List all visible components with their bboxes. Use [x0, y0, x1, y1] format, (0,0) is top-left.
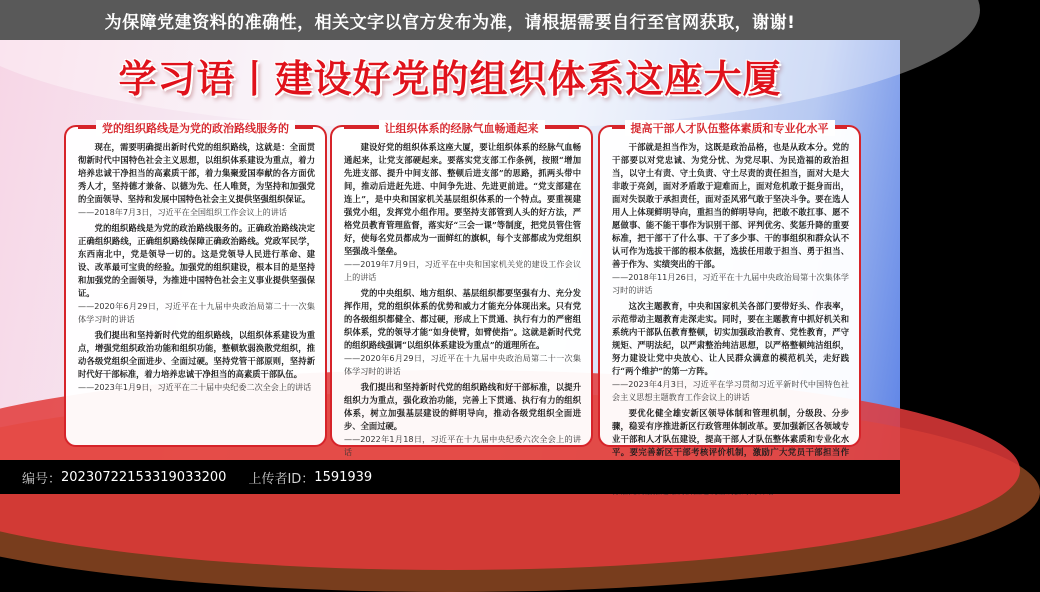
- heading-rule-left: [78, 127, 96, 129]
- panel-organization-system: [330, 121, 593, 457]
- footer-info-bar: [0, 460, 900, 494]
- heading-rule-right: [835, 127, 848, 129]
- quote-paragraph: 建设好党的组织体系这座大厦，要让组织体系的经脉气血畅通起来，让党支部硬起来。要落实党支部工作条例，按照“增加先进支部、提升中间支部、整顿后进支部”的思路，抓两头带中间，推动后进赶先进、中间争先进、先进更前进。“党支部建在连上”，是中央和国家机关基层组织体系的一个特点。要重视建强党小组，发挥党小组作用。要坚持支部管到人头的好方法，严格党员教育管理监督，落实好“三会一课”等制度，把党员管住管好，使每名党员都成为一面鲜红的旗帜，每个支部都成为党组织坚强战斗堡垒。: [344, 142, 581, 256]
- panel-body: [78, 141, 315, 439]
- panel-heading-text: 提高干部人才队伍整体素质和专业化水平: [625, 120, 835, 136]
- quote-source: ——2018年11月26日，习近平在十九届中央政治局第十次集体学习时的讲话: [612, 272, 849, 295]
- panel-heading-text: 让组织体系的经脉气血畅通起来: [379, 120, 545, 136]
- quote-paragraph: 干部就是担当作为，这既是政治品格，也是从政本分。党的干部要以对党忠诚、为党分忧、为党尽职、为民造福的政治担当，以守土有责、守土负责、守土尽责的责任担当，面对大是大非敢于亮剑，面对矛盾敢于迎难而上，面对危机敢于挺身而出，面对失误敢于承担责任，面对歪风邪气敢于坚决斗争。要在选人用人上体现鲜明导向，重担当的鲜明导向，把敢不敢扛事、愿不愿做事、能不能干事作为识别干部、评判优劣、奖惩升降的重要标准，把干部干了什么事、干了多少事、干的事组织和群众认不认可作为选拔干部的根本依据，选拔任用敢于担当、勇于担当、善于作为、实绩突出的干部。: [612, 142, 849, 269]
- quote-source: ——2023年4月3日，习近平在学习贯彻习近平新时代中国特色社会主义思想主题教育工作会议上的讲话: [612, 379, 849, 402]
- heading-rule-left: [344, 127, 379, 129]
- quote-paragraph: 这次主题教育，中央和国家机关各部门要带好头、作表率，示范带动主题教育走深走实。同时，要在主题教育中抓好机关和系统内干部队伍教育整顿，切实加强政治教育、党性教育，严守规矩、严明法纪，以严肃整治纯洁思想，以严格整顿纯洁组织，努力建设让党中央放心、让人民群众满意的模范机关，走好践行“两个维护”的第一方阵。: [612, 301, 849, 376]
- heading-rule-left: [612, 127, 625, 129]
- panel-heading: [344, 119, 579, 136]
- panel-organization-line: [64, 121, 327, 447]
- poster-board: [0, 40, 900, 460]
- panel-heading: [612, 119, 847, 136]
- item-id-label: 编号：: [22, 471, 62, 487]
- panel-body: [344, 141, 581, 457]
- heading-rule-right: [545, 127, 580, 129]
- quote-source: ——2020年6月29日，习近平在十九届中央政治局第二十一次集体学习时的讲话: [344, 353, 581, 376]
- copyright-notice-banner: 为保障党建资料的准确性，相关文字以官方发布为准，请根据需要自行至官网获取，谢谢!: [0, 0, 900, 40]
- quote-paragraph: 我们提出和坚持新时代党的组织路线，以组织体系建设为重点，增强党组织政治功能和组织功能，整顿软弱涣散党组织，推动各级党组织全面进步、全面过硬。坚持党管干部原则，坚持新时代好干部标准，着力培养忠诚干净担当的高素质干部队伍。: [78, 330, 315, 379]
- item-id-value: 20230722153319033200: [61, 469, 227, 485]
- quote-source: ——2020年6月29日，习近平在十九届中央政治局第二十一次集体学习时的讲话: [78, 301, 315, 324]
- panel-heading-text: 党的组织路线是为党的政治路线服务的: [96, 120, 295, 136]
- quote-paragraph: 党的组织路线是为党的政治路线服务的。正确政治路线决定正确组织路线，正确组织路线保障正确政治路线。党政军民学，东西南北中，党是领导一切的。这是党领导人民进行革命、建设、改革最可宝贵的经验。加强党的组织建设，根本目的是坚持和加强党的全面领导，为推进中国特色社会主义事业提供坚强保证。: [78, 223, 315, 298]
- quote-source: ——2018年7月3日，习近平在全国组织工作会议上的讲话: [78, 207, 287, 217]
- uploader-id-label: 上传者ID：: [248, 471, 315, 487]
- quote-paragraph: 要优化健全雄安新区领导体制和管理机制，分级段、分步骤，稳妥有序推进新区行政管理体制改革。要加强新区各领域专业干部和人才队伍建设，提高干部人才队伍整体素质和专业化水平。要完善新区干部考核评价机制，激励广大党员干部担当作: [612, 408, 849, 457]
- quote-paragraph: 现在，需要明确提出新时代党的组织路线，这就是：全面贯彻新时代中国特色社会主义思想，以组织体系建设为重点，着力培养忠诚干净担当的高素质干部，着力集聚爱国奉献的各方面优秀人才，坚持德才兼备、以德为先、任人唯贤，为坚持和加强党的全面领导、坚持和发展中国特色社会主义提供坚强组织保证。: [78, 142, 315, 204]
- panel-body: [612, 141, 849, 457]
- poster-title: 学习语丨建设好党的组织体系这座大厦: [118, 57, 782, 101]
- panel-heading: [78, 119, 313, 136]
- heading-rule-right: [295, 127, 313, 129]
- uploader-id-value: 1591939: [314, 469, 373, 485]
- quote-source: ——2019年7月9日，习近平在中央和国家机关党的建设工作会议上的讲话: [344, 259, 581, 282]
- panel-cadre-quality: [598, 121, 861, 457]
- quote-source: ——2023年1月9日，习近平在二十届中央纪委二次全会上的讲话: [78, 382, 312, 392]
- quote-paragraph: 党的中央组织、地方组织、基层组织都要坚强有力、充分发挥作用，党的组织体系的优势和威力才能充分体现出来。只有党的各级组织都健全、都过硬，形成上下贯通、执行有力的严密组织体系，党的领导才能“如身使臂，如臂使指”。这就是新时代党的组织路线强调“以组织体系建设为重点”的道理所在。: [344, 288, 581, 350]
- quote-source: ——2022年1月18日，习近平在十九届中央纪委六次全会上的讲话: [344, 434, 581, 457]
- quote-paragraph: 我们提出和坚持新时代党的组织路线和好干部标准，以提升组织力为重点，强化政治功能，完善上下贯通、执行有力的组织体系，树立加强基层建设的鲜明导向，推动各级党组织全面进步、全面过硬。: [344, 382, 581, 431]
